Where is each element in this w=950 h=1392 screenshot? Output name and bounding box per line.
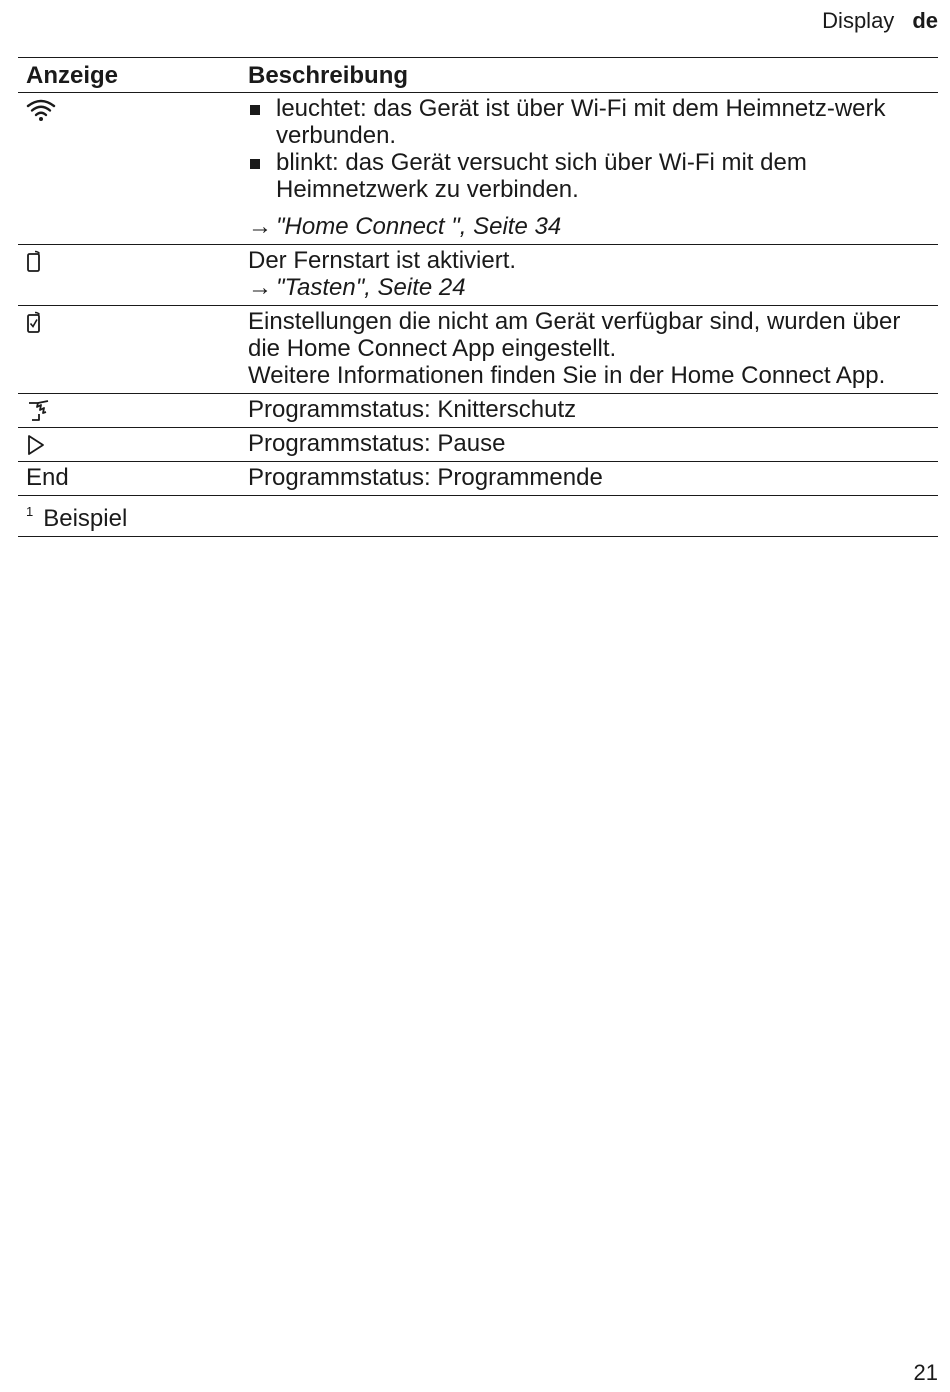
table-row [18,462,938,496]
page-number: 21 [913,1360,938,1385]
table-header-row [18,58,938,93]
app-settings-icon [26,311,42,335]
row-description [248,95,938,240]
wifi-icon [26,98,56,122]
row-description: Programmstatus: Pause [248,430,506,457]
cross-reference-link[interactable]: "Home Connect ", Seite 34 [276,213,562,240]
row-description [248,308,938,389]
table-row [18,428,938,462]
row-symbol [18,247,248,301]
page-header [822,7,938,35]
remote-start-icon [26,250,42,274]
footnote-row [18,496,938,537]
footnote-marker: 1 [26,504,34,519]
table-row [18,394,938,428]
table-row [18,245,938,306]
row-symbol [18,95,248,240]
description-text: Einstellungen die nicht am Gerät verfügbar sind, wurden über die Home Connect App eingestellt. [248,308,901,362]
table-row [18,93,938,245]
wrinkle-guard-icon [26,399,52,423]
display-table [18,57,938,537]
description-text: Der Fernstart ist aktiviert. [248,247,517,274]
cross-reference-link[interactable]: "Tasten", Seite 24 [276,274,466,301]
footnote [18,498,127,532]
description-text: Weitere Informationen finden Sie in der Home Connect App. [248,362,886,389]
language-code: de [912,8,938,33]
row-description: Programmstatus: Knitterschutz [248,396,577,423]
footnote-text: Beispiel [43,505,128,532]
play-icon [26,433,46,457]
table-row [18,306,938,394]
row-description [248,247,938,301]
section-title: Display [822,8,895,33]
column-header-beschreibung: Beschreibung [248,62,409,89]
list-item: leuchtet: das Gerät ist über Wi-Fi mit dem Heimnetz-werk verbunden. [248,95,918,149]
row-description: Programmstatus: Programmende [248,464,603,491]
arrow-icon: → [248,274,272,301]
column-header-anzeige: Anzeige [26,62,119,89]
row-symbol-label: End [26,464,69,491]
row-symbol [18,308,248,389]
bullet-list [248,95,918,203]
list-item: blinkt: das Gerät versucht sich über Wi-Fi mit dem Heimnetzwerk zu verbinden. [248,149,918,203]
row-symbol [18,430,248,457]
cross-reference [248,274,918,301]
cross-reference [248,213,918,240]
row-symbol [18,396,248,423]
arrow-icon: → [248,213,272,240]
